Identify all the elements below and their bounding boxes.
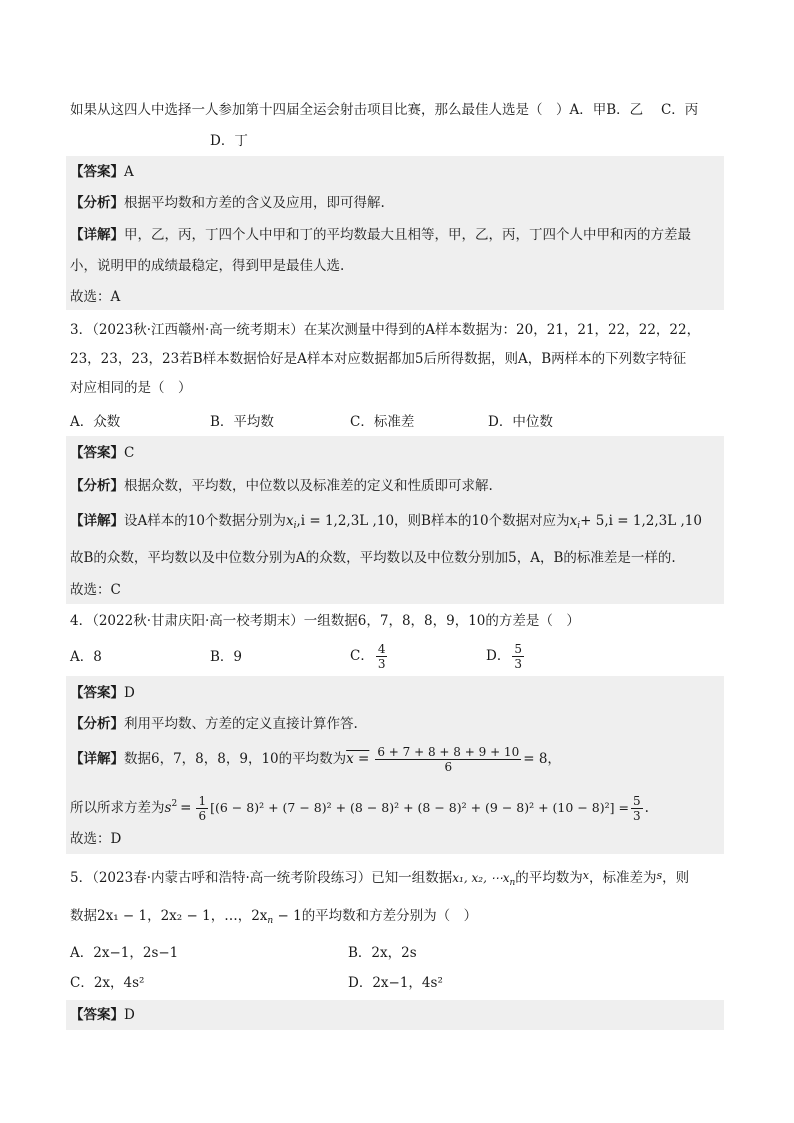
- detail-text-a: 设A样本的10个数据分别为: [124, 513, 286, 529]
- transformed-data-sub: n: [267, 916, 274, 926]
- answer-label: 【答案】: [70, 685, 124, 701]
- variance-coef: [196, 794, 208, 823]
- answer-label: 【答案】: [70, 1007, 124, 1023]
- q5-answer-block: [66, 1000, 724, 1030]
- fraction-denominator: 3: [632, 809, 641, 823]
- stem-text-b: 的平均数为: [515, 870, 583, 886]
- q5-option-a: A．2x−1，2s−1: [70, 945, 179, 961]
- q3-detail-line2: 故B的众数，平均数以及中位数分别为A的众数，平均数以及中位数分别加5，A，B的标准差是一样的.: [70, 550, 676, 566]
- answer-value: D: [124, 685, 135, 701]
- answer-label: 【答案】: [70, 445, 124, 461]
- q3-choice: 故选：C: [70, 582, 121, 598]
- stem-text-c: ，标准差为: [588, 870, 657, 886]
- analysis-label: 【分析】: [70, 478, 124, 494]
- fraction-numerator: 6 + 7 + 8 + 8 + 9 + 10: [377, 745, 520, 759]
- q4-detail-line1: [70, 739, 561, 779]
- seq-var-1: x: [285, 513, 294, 529]
- detail-text: 甲，乙，丙，丁四个人中甲和丁的平均数最大且相等，甲，乙，丙，丁四个人中甲和丙的方差最: [124, 227, 691, 243]
- transformed-data: 2x₁ − 1，2x₂ − 1，…，2x: [97, 908, 268, 924]
- option-fraction: [376, 642, 388, 671]
- q5-option-d: D．2x−1，4s²: [348, 975, 443, 991]
- q3-stem-line1: 3．（2023秋·江西赣州·高一统考期末）在某次测量中得到的A样本数据为：20，21，21，22，22，22，: [70, 322, 701, 338]
- q4-option-a: A．8: [70, 649, 102, 665]
- q5-option-b: B．2x，2s: [348, 945, 417, 961]
- q3-option-c: C．标准差: [350, 414, 415, 430]
- q2-answer: [70, 162, 134, 182]
- analysis-label: 【分析】: [70, 716, 124, 732]
- q3-option-b: B．平均数: [210, 414, 274, 430]
- q3-detail-line1: [70, 511, 702, 536]
- q4-option-b: B．9: [210, 649, 243, 665]
- q2-detail-line1: [70, 225, 691, 245]
- mean-symbol: x =: [346, 751, 370, 767]
- answer-label: 【答案】: [70, 164, 124, 180]
- fraction-numerator: 5: [514, 642, 522, 656]
- variance-symbol: s: [164, 800, 172, 816]
- q2-analysis: [70, 193, 385, 213]
- q4-stem: 4．（2022秋·甘肃庆阳·高一校考期末）一组数据6，7，8，8，9，10的方差是（ ）: [70, 613, 580, 629]
- q4-detail-line2: [70, 784, 649, 828]
- data-vars: x₁, x₂, ⋯x: [452, 871, 510, 885]
- seq-range-1: ,i = 1,2,3L ,10: [296, 513, 395, 529]
- answer-value: D: [124, 1007, 135, 1023]
- variance-text: 所以所求方差为: [70, 800, 165, 816]
- option-fraction: [512, 642, 524, 671]
- q4-answer: [70, 683, 135, 703]
- seq-range-2: + 5,i = 1,2,3L ,10: [580, 513, 702, 529]
- stem-text-d: ，则: [662, 870, 690, 886]
- detail-text-b: ，则B样本的10个数据对应为: [394, 513, 570, 529]
- q2-choice: 故选：A: [70, 289, 121, 305]
- q3-stem-line3: 对应相同的是（ ）: [70, 380, 192, 396]
- q4-option-c: [350, 638, 389, 674]
- transformed-data-tail: − 1: [273, 908, 302, 924]
- q3-option-a: A．众数: [70, 414, 121, 430]
- q3-stem-line2: 23，23，23，23若B样本数据恰好是A样本对应数据都加5后所得数据，则A，B两样本的下列数字特征: [70, 351, 687, 367]
- answer-value: C: [124, 445, 135, 461]
- q2-stem-line2: D．丁: [210, 133, 248, 149]
- q2-detail-line2: 小，说明甲的成绩最稳定，得到甲是最佳人选.: [70, 258, 345, 274]
- variance-eq: =: [180, 800, 192, 816]
- q5-stem-line1: [70, 866, 689, 893]
- analysis-text: 利用平均数、方差的定义直接计算作答.: [124, 716, 358, 732]
- stem-text-a: 5．（2023春·内蒙古呼和浩特·高一统考阶段练习）已知一组数据: [70, 870, 453, 886]
- variance-sup: 2: [171, 799, 178, 809]
- data-vars-sub: n: [509, 878, 516, 888]
- fraction-denominator: 6: [444, 760, 453, 774]
- analysis-text: 根据众数，平均数，中位数以及标准差的定义和性质即可求解.: [124, 478, 493, 494]
- fraction-numerator: 1: [198, 794, 207, 808]
- fraction-denominator: 3: [514, 657, 522, 671]
- q2-stem-line1: 如果从这四人中选择一人参加第十四届全运会射击项目比赛，那么最佳人选是（ ）A．甲B．乙 C．丙: [70, 102, 699, 118]
- analysis-text: 根据平均数和方差的含义及应用，即可得解.: [124, 195, 385, 211]
- std-symbol: s: [656, 869, 663, 882]
- option-label: D．: [486, 648, 511, 664]
- seq-sub-2: i: [577, 521, 581, 531]
- option-label: C．: [350, 648, 374, 664]
- stem-text-f: 的平均数和方差分别为（ ）: [301, 908, 478, 924]
- q5-answer: [70, 1005, 135, 1025]
- fraction-denominator: 6: [198, 809, 207, 823]
- variance-result: [631, 794, 643, 823]
- q4-analysis: [70, 714, 358, 734]
- detail-label: 【详解】: [70, 751, 124, 767]
- variance-end: .: [644, 800, 649, 816]
- seq-var-2: x: [569, 513, 578, 529]
- fraction-numerator: 4: [377, 642, 386, 656]
- fraction-denominator: 3: [377, 657, 386, 671]
- q3-analysis: [70, 476, 493, 496]
- mean-fraction: [375, 745, 521, 774]
- q4-option-d: [486, 638, 526, 674]
- mean-result: = 8，: [523, 751, 561, 767]
- seq-sub-1: i: [293, 521, 297, 531]
- detail-label: 【详解】: [70, 513, 124, 529]
- detail-label: 【详解】: [70, 227, 124, 243]
- answer-value: A: [124, 164, 134, 180]
- stem-text-e: 数据: [70, 908, 97, 924]
- q3-answer: [70, 443, 134, 463]
- variance-body: [(6 − 8)² + (7 − 8)² + (8 − 8)² + (8 − 8)² + (9 − 8)² + (10 − 8)²] =: [210, 800, 629, 815]
- mean-symbol: x: [582, 869, 589, 882]
- q5-option-c: C．2x，4s²: [70, 975, 145, 991]
- detail-text: 数据6，7，8，8，9，10的平均数为: [124, 751, 347, 767]
- analysis-label: 【分析】: [70, 195, 124, 211]
- fraction-numerator: 5: [632, 794, 641, 808]
- q3-option-d: D．中位数: [488, 414, 553, 430]
- q5-stem-line2: [70, 906, 477, 931]
- q4-choice: 故选：D: [70, 831, 122, 847]
